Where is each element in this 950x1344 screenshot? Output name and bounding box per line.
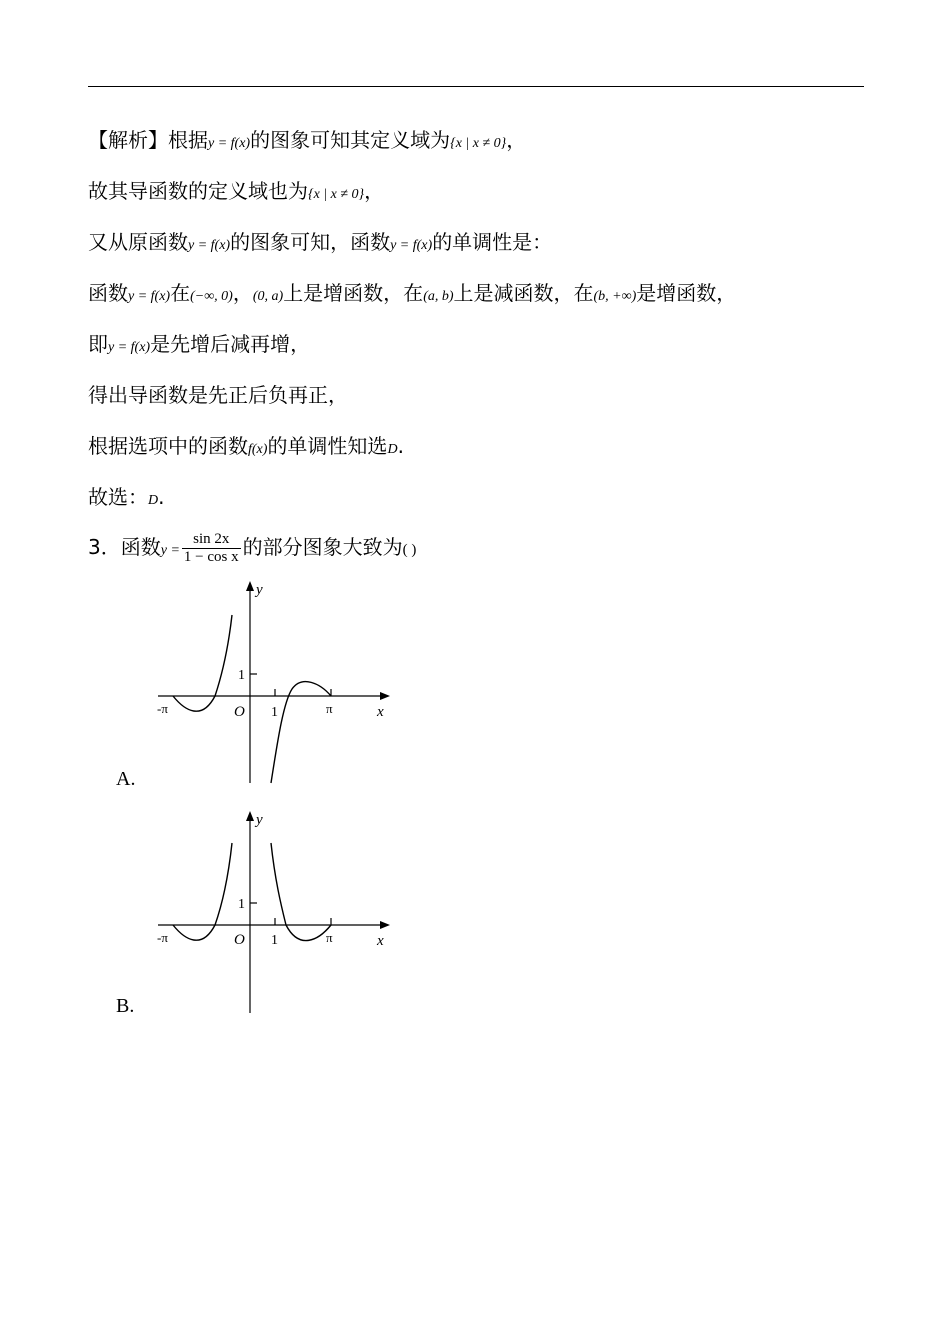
analysis-text: 在 xyxy=(170,281,191,305)
period: . xyxy=(397,434,404,458)
fraction-numerator: sin 2x xyxy=(182,531,241,549)
analysis-text: 的图象可知，函数 xyxy=(230,230,391,254)
question-number: 3． xyxy=(88,535,121,559)
analysis-line-1 xyxy=(88,126,526,158)
analysis-line-5 xyxy=(88,330,310,362)
option-a-graph xyxy=(150,575,400,790)
neg-pi-label: -π xyxy=(157,930,168,945)
origin-label: O xyxy=(234,932,245,948)
analysis-text: 根据选项中的函数 xyxy=(88,434,248,458)
answer-letter: D xyxy=(148,493,159,508)
math-fx: f(x) xyxy=(248,442,268,457)
origin-label: O xyxy=(234,704,245,720)
math-fx: y = f(x) xyxy=(390,238,433,253)
curve-left xyxy=(173,843,232,940)
analysis-text: 得出导函数是先正后负再正， xyxy=(88,383,348,407)
math-y: y = xyxy=(160,543,180,558)
fraction-denominator: 1 − cos x xyxy=(183,549,239,565)
answer-letter: D xyxy=(387,442,398,457)
analysis-text: 即 xyxy=(88,332,108,356)
math-interval: (0, a) xyxy=(252,289,284,304)
math-fx: y = f(x) xyxy=(208,136,251,151)
analysis-line-8 xyxy=(88,483,164,515)
analysis-text: 上是减函数，在 xyxy=(453,281,594,305)
analysis-lead: 【解析】根据 xyxy=(88,128,208,152)
header-rule xyxy=(88,86,864,87)
question-text: 的部分图象大致为 xyxy=(242,535,403,559)
x-axis-label: x xyxy=(377,933,384,949)
math-fx: y = f(x) xyxy=(128,289,171,304)
x-axis-label: x xyxy=(377,704,384,720)
curve-left xyxy=(173,615,232,711)
pi-label: π xyxy=(326,701,333,716)
math-fx: y = f(x) xyxy=(108,340,151,355)
analysis-text: 又从原函数 xyxy=(88,230,188,254)
y-axis-arrow xyxy=(246,811,254,821)
analysis-text: 的单调性知选 xyxy=(267,434,388,458)
math-fraction xyxy=(182,531,241,566)
curve-right xyxy=(271,843,331,941)
comma: ， xyxy=(364,179,385,203)
y-axis-label: y xyxy=(256,582,263,598)
y-axis-label: y xyxy=(256,812,263,828)
math-interval: (a, b) xyxy=(423,289,454,304)
option-b-graph xyxy=(150,805,400,1020)
analysis-text: ， xyxy=(232,281,253,305)
pi-label: π xyxy=(326,930,333,945)
analysis-text: 的单调性是： xyxy=(432,230,553,254)
curve-right xyxy=(271,682,331,783)
y-one-label: 1 xyxy=(238,668,245,683)
analysis-text: 是先增后减再增， xyxy=(150,332,311,356)
analysis-line-7 xyxy=(88,432,404,464)
analysis-text: 函数 xyxy=(88,281,128,305)
math-domain: {x | x ≠ 0} xyxy=(308,187,365,202)
math-interval: (b, +∞) xyxy=(593,289,637,304)
math-interval: (−∞, 0) xyxy=(190,289,233,304)
analysis-text: 上是增函数，在 xyxy=(283,281,424,305)
neg-pi-label: -π xyxy=(157,701,168,716)
option-a-label: A. xyxy=(116,768,136,790)
x-axis-arrow xyxy=(380,921,390,929)
y-axis-arrow xyxy=(246,581,254,591)
analysis-text: 的图象可知其定义域为 xyxy=(250,128,451,152)
x-one-label: 1 xyxy=(271,705,278,720)
math-domain: {x | x ≠ 0} xyxy=(450,136,507,151)
analysis-text: 故选： xyxy=(88,485,148,509)
question-3 xyxy=(88,526,416,572)
analysis-line-3 xyxy=(88,228,552,260)
option-b-label: B. xyxy=(116,995,135,1017)
analysis-text: 是增函数， xyxy=(636,281,737,305)
analysis-line-4 xyxy=(88,279,736,311)
analysis-line-6 xyxy=(88,381,348,409)
period: . xyxy=(158,485,165,509)
analysis-line-2 xyxy=(88,177,384,209)
answer-blank: ( ) xyxy=(402,542,417,558)
analysis-text: 故其导函数的定义域也为 xyxy=(88,179,308,203)
y-one-label: 1 xyxy=(238,897,245,912)
x-one-label: 1 xyxy=(271,933,278,948)
x-axis-arrow xyxy=(380,692,390,700)
question-text: 函数 xyxy=(120,535,161,559)
comma: ， xyxy=(506,128,527,152)
math-fx: y = f(x) xyxy=(188,238,231,253)
